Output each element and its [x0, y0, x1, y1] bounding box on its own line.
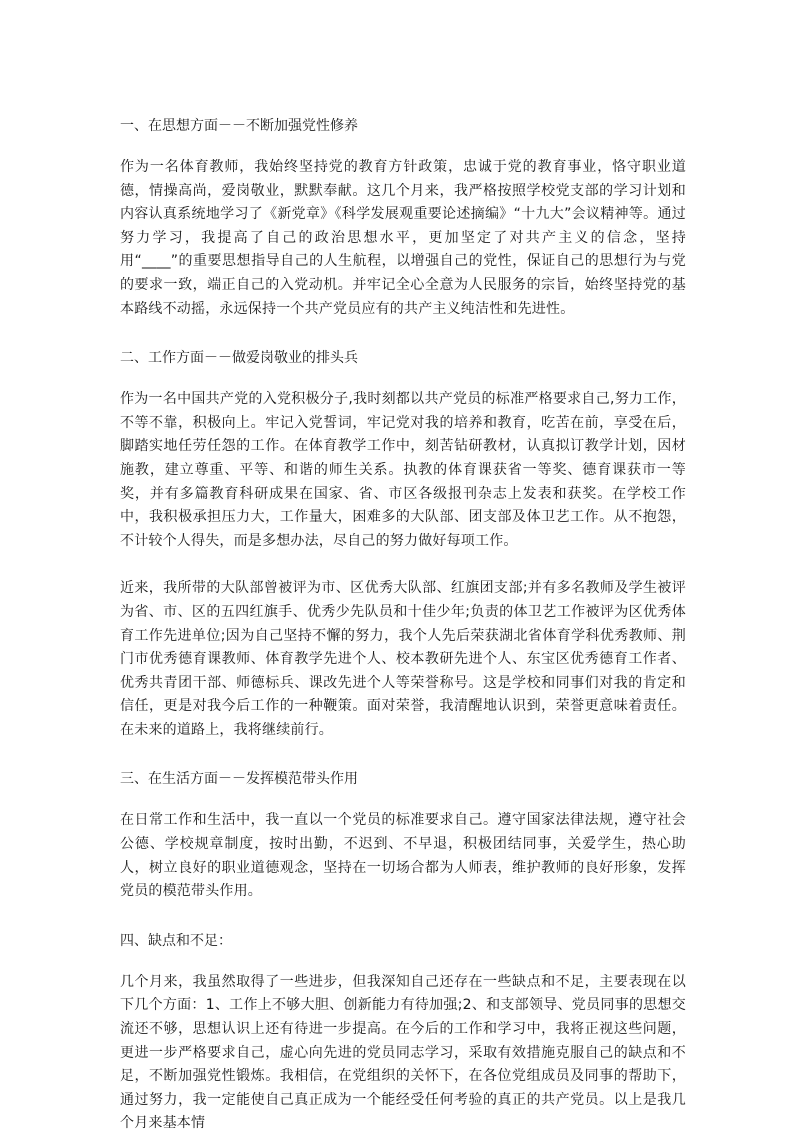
paragraph-work-1: 作为一名中国共产党的入党积极分子,我时刻都以共产党员的标准严格要求自己,努力工作，不等不靠，积极向上。牢记入党誓词，牢记党对我的培养和教育，吃苦在前，享受在后，脚踏实地任劳任怨的工作。在体育教学工作中，刻苦钻研教材，认真拟订教学计划，因材施教，建立尊重、平等、和谐的师生关系。执教的体育课获省一等奖、德育课获市一等奖，并有多篇教育科研成果在国家、省、市区各级报刊杂志上发表和获奖。在学校工作中，我积极承担压力大，工作量大，困难多的大队部、团支部及体卫艺工作。从不抱怨，不计较个人得失，而是多想办法，尽自己的努力做好每项工作。 [120, 391, 686, 549]
document-page [120, 113, 686, 1136]
paragraph-shortcomings: 几个月来，我虽然取得了一些进步，但我深知自己还存在一些缺点和不足，主要表现在以下几个方面：1、工作上不够大胆、创新能力有待加强;2、和支部领导、党员同事的思想交流还不够，思想认识上还有待进一步提高。在今后的工作和学习中，我将正视这些问题，更进一步严格要求自己，虚心向先进的党员同志学习，采取有效措施克服自己的缺点和不足，不断加强党性锻炼。我相信，在党组织的关怀下，在各位党组成员及同事的帮助下，通过努力，我一定能使自己真正成为一个能经受任何考验的真正的共产党员。以上是我几个月来基本情 [120, 973, 686, 1132]
section-heading-work: 二、工作方面－－做爱岗敬业的排头兵 [120, 350, 358, 367]
paragraph-thought: 作为一名体育教师，我始终坚持党的教育方针政策，忠诚于党的教育事业，恪守职业道德，情操高尚，爱岗敬业，默默奉献。这几个月来，我严格按照学校党支部的学习计划和内容认真系统地学习了《新党章》《科学发展观重要论述摘编》“十九大”会议精神等。通过努力学习，我提高了自己的政治思想水平，更加坚定了对共产主义的信念，坚持用“____”的重要思想指导自己的人生航程，以增强自己的党性，保证自己的思想行为与党的要求一致，端正自己的入党动机。并牢记全心全意为人民服务的宗旨，始终坚持党的基本路线不动摇，永远保持一个共产党员应有的共产主义纯洁性和先进性。 [120, 159, 686, 317]
section-heading-thought: 一、在思想方面－－不断加强党性修养 [120, 118, 358, 134]
section-heading-life: 三、在生活方面－－发挥模范带头作用 [120, 771, 358, 788]
section-heading-shortcomings: 四、缺点和不足： [120, 932, 232, 949]
paragraph-life: 在日常工作和生活中，我一直以一个党员的标准要求自己。遵守国家法律法规，遵守社会公德、学校规章制度，按时出勤，不迟到、不早退，积极团结同事，关爱学生，热心助人，树立良好的职业道德观念，坚持在一切场合都为人师表，维护教师的良好形象，发挥党员的模范带头作用。 [120, 812, 686, 900]
paragraph-work-2: 近来，我所带的大队部曾被评为市、区优秀大队部、红旗团支部;并有多名教师及学生被评为省、市、区的五四红旗手、优秀少先队员和十佳少年;负责的体卫艺工作被评为区优秀体育工作先进单位;因为自己坚持不懈的努力，我个人先后荣获湖北省体育学科优秀教师、荆门市优秀德育课教师、体育教学先进个人、校本教研先进个人、东宝区优秀德育工作者、优秀共青团干部、师德标兵、课改先进个人等荣誉称号。这是学校和同事们对我的肯定和信任，更是对我今后工作的一种鞭策。面对荣誉，我清醒地认识到，荣誉更意味着责任。在未来的道路上，我将继续前行。 [120, 580, 686, 738]
